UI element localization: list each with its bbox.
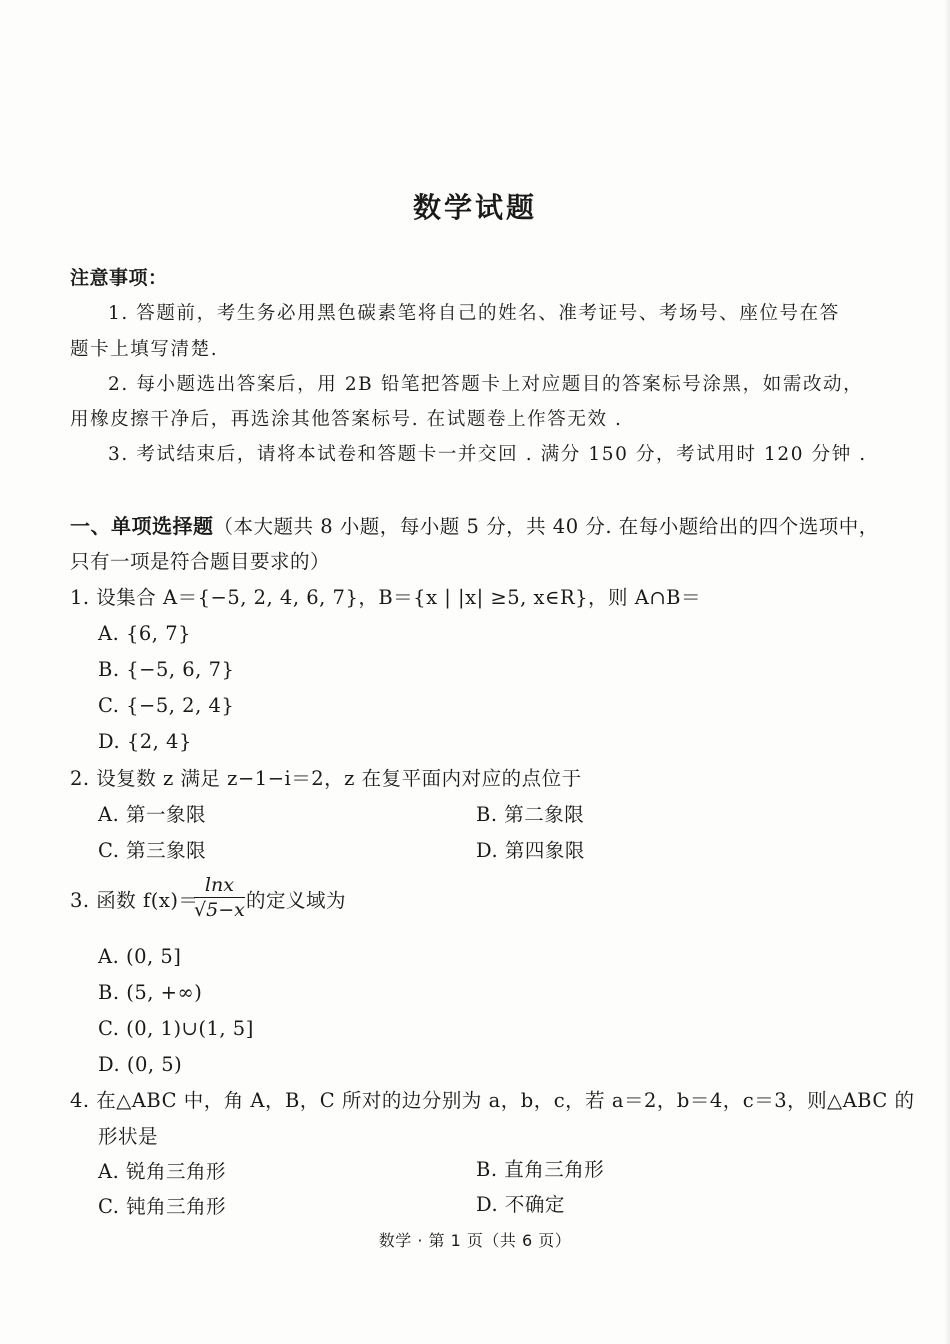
question-2-option-c: C. 第三象限 — [98, 839, 207, 862]
question-3-option-d: D. (0, 5) — [98, 1053, 183, 1076]
question-4-stem-line-1: 4. 在△ABC 中，角 A，B，C 所对的边分别为 a，b，c，若 a＝2，b＝4，c＝3，则△ABC 的 — [70, 1089, 915, 1112]
fraction-numerator: lnx — [194, 874, 245, 898]
question-2-stem: 2. 设复数 z 满足 z−1−i＝2，z 在复平面内对应的点位于 — [70, 767, 582, 790]
page-edge-shadow — [944, 0, 950, 1344]
question-1-stem: 1. 设集合 A＝{−5, 2, 4, 6, 7}，B＝{x | |x| ≥5, x∈R}，则 A∩B＝ — [70, 586, 702, 609]
question-4-stem-line-2: 形状是 — [98, 1125, 159, 1148]
page-footer: 数学 · 第 1 页（共 6 页） — [378, 1231, 572, 1250]
notice-item-2-line-2: 用橡皮擦干净后，再选涂其他答案标号. 在试题卷上作答无效 . — [70, 409, 623, 430]
question-3-fraction — [194, 874, 245, 922]
question-2-option-b: B. 第二象限 — [476, 803, 585, 826]
notice-item-1-line-1: 1. 答题前，考生务必用黑色碳素笔将自己的姓名、准考证号、考场号、座位号在答 — [108, 303, 840, 324]
notice-item-3-line-1: 3. 考试结束后，请将本试卷和答题卡一并交回 . 满分 150 分，考试用时 120 分钟 . — [108, 444, 867, 465]
question-1-option-a: A. {6, 7} — [98, 622, 192, 645]
notice-heading: 注意事项： — [70, 267, 168, 289]
section-1-header — [70, 514, 879, 539]
question-2-option-a: A. 第一象限 — [98, 803, 206, 826]
page-title: 数学试题 — [412, 191, 537, 224]
question-1-option-b: B. {−5, 6, 7} — [98, 658, 235, 681]
section-1-heading: 一、单项选择题 — [70, 514, 214, 538]
section-1-desc-line-1: （本大题共 8 小题，每小题 5 分，共 40 分. 在每小题给出的四个选项中， — [213, 515, 879, 538]
notice-item-2-line-1: 2. 每小题选出答案后，用 2B 铅笔把答题卡上对应题目的答案标号涂黑，如需改动， — [108, 374, 864, 395]
question-4-option-a: A. 锐角三角形 — [98, 1160, 226, 1183]
question-1-option-d: D. {2, 4} — [98, 730, 192, 753]
question-3-option-a: A. (0, 5] — [98, 945, 182, 968]
question-3-option-c: C. (0, 1)∪(1, 5] — [98, 1017, 254, 1040]
question-2-option-d: D. 第四象限 — [476, 839, 585, 862]
question-3-stem-suffix: 的定义域为 — [246, 889, 347, 912]
section-1-desc-line-2: 只有一项是符合题目要求的） — [70, 550, 331, 573]
question-4-option-d: D. 不确定 — [476, 1193, 565, 1216]
fraction-denominator: √5−x — [194, 899, 245, 921]
question-1-option-c: C. {−5, 2, 4} — [98, 694, 235, 717]
question-4-option-b: B. 直角三角形 — [476, 1158, 605, 1181]
question-4-option-c: C. 钝角三角形 — [98, 1195, 227, 1218]
notice-item-1-line-2: 题卡上填写清楚. — [70, 339, 219, 360]
question-3-stem-prefix: 3. 函数 f(x)＝ — [70, 889, 199, 912]
question-3-option-b: B. (5, +∞) — [98, 981, 203, 1004]
